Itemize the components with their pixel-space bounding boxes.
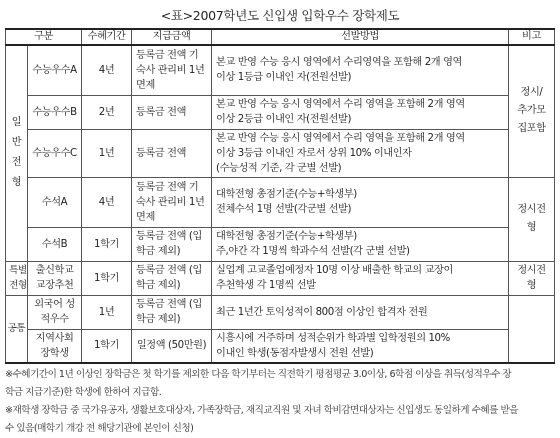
table-row	[6, 329, 555, 363]
row-name: 출신학교 교장추천	[28, 261, 82, 295]
row-criteria: 본교 반영 수능 응시 영역에서 수리 영역을 포함해 2개 영역 이상 3등급 이내인 자로서 상위 10% 이내인자 (수능성적 기준, 각 군별 선발)	[212, 129, 509, 177]
group-special: 특별전형	[6, 261, 28, 295]
row-name: 수능우수C	[28, 129, 82, 177]
row-criteria: 본교 반영 수능 응시 영역에서 수리 영역을 포함해 2개 영역 이상 2등급 이내인 자(전원선발)	[212, 95, 509, 129]
row-amount: 등록금 전액 기숙사 관리비 1년 면제	[132, 177, 212, 227]
row-period: 1년	[82, 295, 132, 329]
header-note: 비고	[509, 29, 555, 45]
row-period: 2년	[82, 95, 132, 129]
table-row	[6, 227, 555, 261]
row-name: 외국어 성적우수	[28, 295, 82, 329]
header-period: 수혜기간	[82, 29, 132, 45]
row-name: 수능우수B	[28, 95, 82, 129]
footnote-line: 수 있음(매학기 개강 전 해당기관에 본인이 신청)	[5, 423, 194, 434]
footnotes	[5, 366, 555, 438]
document-title: <표>2007학년도 신입생 입학우수 장학제도	[160, 8, 400, 23]
table-row	[6, 129, 555, 177]
header-criteria: 선발방법	[212, 29, 509, 45]
footnote-line: ※재학생 장학금 중 국가유공자, 생활보호대상자, 가족장학금, 재직교직원 및 자녀 학비감면대상자는 신입생도 동일하게 수혜를 받을	[5, 405, 519, 416]
row-criteria: 대학전형 총점기준(수능+학생부) 전체수석 1명 선발(각군별 선발)	[212, 177, 509, 227]
row-name: 수석A	[28, 177, 82, 227]
table-row	[6, 295, 555, 329]
row-name: 수능우수A	[28, 45, 82, 95]
row-period: 4년	[82, 177, 132, 227]
table-header-row	[6, 29, 555, 45]
remark-suseok: 정시전형	[509, 177, 555, 261]
row-criteria: 대학전형 총점기준(수능+학생부) 주,야간 각 1명씩 학과수석 선발(각 군별 선발)	[212, 227, 509, 261]
footnote-line: ※수혜기간이 1년 이상인 장학금은 첫 학기를 제외한 다음 학기부터는 직전학기 평점평균 3.0이상, 6학점 이상을 취득(성적우수 장	[5, 369, 512, 380]
row-amount: 등록금 전액	[132, 95, 212, 129]
table-row	[6, 177, 555, 227]
row-period: 1학기	[82, 227, 132, 261]
table-row	[6, 95, 555, 129]
row-amount: 등록금 전액 기숙사 관리비 1년 면제	[132, 45, 212, 95]
row-amount: 등록금 전액 (입학금 제외)	[132, 295, 212, 329]
row-amount: 등록금 전액 (입학금 제외)	[132, 227, 212, 261]
row-period: 1년	[82, 129, 132, 177]
remark-special: 정시전형	[509, 261, 555, 295]
header-amount: 지급금액	[132, 29, 212, 45]
group-common: 공통	[6, 295, 28, 363]
row-criteria: 본교 반영 수능 응시 영역에서 수리영역을 포함해 2개 영역 이상 1등급 이내인 자(전원선발)	[212, 45, 509, 95]
row-name: 수석B	[28, 227, 82, 261]
row-period: 1학기	[82, 329, 132, 363]
row-criteria: 최근 1년간 토익성적이 800점 이상인 합격자 전원	[212, 295, 509, 329]
table-row	[6, 261, 555, 295]
scholarship-table	[5, 28, 555, 364]
remark-empty	[509, 295, 555, 363]
row-amount: 등록금 전액 (입학금 제외)	[132, 261, 212, 295]
group-general: 일반전형	[6, 45, 28, 261]
table-row	[6, 45, 555, 95]
row-name: 지역사회 장학생	[28, 329, 82, 363]
header-category: 구분	[6, 29, 82, 45]
row-amount: 일정액 (50만원)	[132, 329, 212, 363]
footnote-line: 학금 지급기준)한 학생에 한하여 지급함.	[5, 387, 162, 398]
row-period: 1학기	[82, 261, 132, 295]
row-period: 4년	[82, 45, 132, 95]
remark-suneung: 정시/추가모집포함	[509, 45, 555, 177]
row-criteria: 시흥시에 거주하며 성적순위가 학과별 입학정원의 10% 이내인 학생(동점자발생시 전원 선발)	[212, 329, 509, 363]
row-criteria: 실업계 고교졸업예정자 10명 이상 배출한 학교의 교장이 추천학생 각 1명씩 선발	[212, 261, 509, 295]
row-amount: 등록금 전액	[132, 129, 212, 177]
